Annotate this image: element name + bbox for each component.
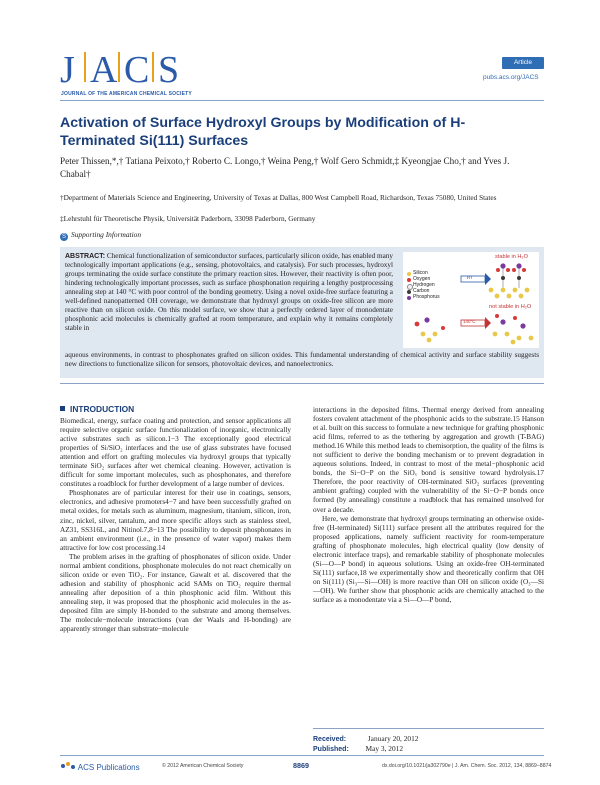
- logo-letter-j: J: [60, 49, 75, 91]
- header-rule: [60, 100, 544, 101]
- arrow-rt-label: RT: [467, 275, 473, 280]
- doi-citation[interactable]: dx.doi.org/10.1021/ja302790e | J. Am. Chem. Soc. 2012, 134, 8869−8874: [382, 763, 552, 769]
- intro-right-column: [313, 406, 544, 605]
- supporting-info-icon: S: [61, 234, 66, 240]
- section-bullet-icon: [60, 406, 65, 411]
- toc-graphic: [403, 252, 539, 348]
- legend-carbon: Carbon: [413, 288, 430, 294]
- published-date: May 3, 2012: [365, 744, 404, 753]
- arrow-140-label: 140°C: [463, 319, 476, 324]
- intro-left-column: [60, 417, 291, 634]
- legend-phosphorus: Phosphorus: [413, 294, 440, 300]
- affiliation-2: ‡Lehrstuhl für Theoretische Physik, Universität Paderborn, 33098 Paderborn, Germany: [60, 214, 316, 223]
- dates-rule: [313, 728, 544, 729]
- paragraph: Here, we demonstrate that hydroxyl groups terminating an otherwise oxide-free (H-terminated) Si(111) surface present all the attributes required for the proposed applications, namely sufficient reactivity for room-temperature grafting of phosphonate molecules, high electrical quality (low density of electronic interface traps), and remarkable stability of phosphonate molecules (Si—O—P bond) in aqueous solutions. Using an oxide-free OH-terminated Si(111) surface,18 we experimentally show and theoretically confirm that OH on Si(111) (Si₃—Si—OH) is more reactive than OH on silicon oxide (O₃—Si—OH). We further show that phosphonic acids are chemically attached to the surface as a monodentate via a Si—O—P bond,: [313, 514, 544, 604]
- abstract-tail: aqueous environments, in contrast to phosphonates grafted on silicon oxides. This fundamental understanding of chemical activity and surface stability suggests new directions to functionalize silicon for sensors, photovoltaic devices, and nanoelectronics.: [65, 351, 539, 369]
- logo-letter-a: A: [90, 49, 118, 91]
- abstract-text: [65, 252, 393, 333]
- reaction-arrow-rt: [461, 273, 491, 285]
- paragraph: Phosphonates are of particular interest for their use in coatings, sensors, electronics, and adhesive promoters4−7 and have been successfully grafted on metal oxides, for metals such as aluminum, magnesium, titanium, silicon, iron, zinc, nickel, silver, tantalum, and more specific alloys such as stainless steel, AZ31, SS316L, and Nitinol.7,8−13 The possibility to deposit phosphonates in an ambient environment (i.e., in the presence of water vapor) makes them attractive for low cost processing.14: [60, 489, 291, 552]
- article-badge: Article: [502, 57, 544, 69]
- logo-separator: [84, 52, 86, 82]
- paragraph: interactions in the deposited films. Thermal energy derived from annealing fosters covalent attachment of the phosphonic acids to the substrate.15 Hanson et al. built on this success to formulate a new technique for grafting phosphonic acid films, referred to as the tethering by aggregation and growth (T-BAG) method.16 While this method leads to chemisorption, the quality of the films is not sufficient to derive the bonding mechanism or to prevent degradation in aqueous solutions. Indeed, in contrast to most of the metal−phosphonic acid bonds, the Si−O−P on the SiOₓ bond is sensitive toward hydrolysis.17 Therefore, the poor reactivity of OH-terminated SiO₂ surfaces (preventing ambient grafting) coupled with the vulnerability of the Si−O−P bonds once formed (by annealing) constitute a roadblock that has remained unsolved for over a decade.: [313, 406, 544, 514]
- author-list: Peter Thissen,*,† Tatiana Peixoto,† Roberto C. Longo,† Weina Peng,† Wolf Gero Schmidt,‡ Kyeongjae Cho,† and Yves J. Chabal†: [60, 156, 510, 179]
- article-title: Activation of Surface Hydroxyl Groups by Modification of H-Terminated Si(111) Surfaces: [60, 115, 466, 149]
- affiliation-1: †Department of Materials Science and Engineering, University of Texas at Dallas, 800 West Campbell Road, Richardson, Texas 75080, United States: [60, 193, 497, 202]
- journal-name: JOURNAL OF THE AMERICAN CHEMICAL SOCIETY: [61, 91, 192, 97]
- abstract-rule: [60, 383, 544, 384]
- abstract-body: Chemical functionalization of semiconductor surfaces, particularly silicon oxide, has enabled many technologically important applications (e.g., sensing, photovoltaics, and catalysis). For such processes, hydroxyl groups terminating the oxide surface constitute the primary reaction sites. However, their reactivity is often poor, hindering technologically important processes, such as surface phosphonation requiring a lengthy postprocessing annealing step at 140 °C with poor control of the bonding geometry. Using a novel oxide-free surface featuring a well-defined nanopatterned OH coverage, we demonstrate that hydroxyl groups on oxide-free silicon are more reactive than on silicon oxide. On this model surface, we show that a perfectly ordered layer of monodentate phosphonic acid molecules is chemically grafted at room temperature, and explain why it remains completely stable in: [65, 252, 393, 333]
- legend-hydrogen: Hydrogen: [413, 282, 435, 288]
- toc-molecule-drawing: [403, 252, 539, 348]
- stable-label: stable in H₂O: [495, 254, 528, 260]
- abstract-label: ABSTRACT:: [65, 253, 106, 260]
- published-label: Published:: [313, 746, 349, 753]
- logo-separator: [152, 52, 154, 82]
- supporting-info-label: Supporting Information: [71, 230, 142, 239]
- journal-url[interactable]: pubs.acs.org/JACS: [483, 74, 539, 81]
- logo-letter-c: C: [124, 49, 150, 91]
- stable-structure: [489, 263, 530, 298]
- acs-logo-icon: [60, 761, 76, 771]
- logo-letter-s: S: [158, 49, 180, 91]
- footer-rule: [60, 755, 544, 756]
- paragraph: The problem arises in the grafting of phosphonates of silicon oxide. Under normal ambient conditions, phosphonate molecules do not react chemically on silicon oxide or even TiO₂. For instance, Gawalt et al. discovered that the adhesion and stability of phosphonic acid SAMs on TiO₂ require thermal annealing after deposition of a thin phosphonic acid film. Without this annealing step, it was proposed that the phosphonic acid molecules in the as-deposited film are simply H-bonded to the substrate and among themselves. The molecule−molecule interactions (van der Waals and H-bonding) are apparently stronger than substrate−molecule: [60, 552, 291, 634]
- not-stable-label: not stable in H₂O: [489, 304, 532, 310]
- acs-publications-logo: [60, 761, 140, 772]
- copyright: © 2012 American Chemical Society: [162, 763, 244, 769]
- legend-oxygen: Oxygen: [413, 276, 431, 282]
- received-label: Received:: [313, 736, 347, 743]
- article-dates: [313, 734, 419, 754]
- received-date: January 20, 2012: [367, 734, 419, 743]
- publisher-name: ACS Publications: [77, 763, 140, 772]
- logo-separator: [118, 52, 120, 82]
- legend-silicon: Silicon: [413, 270, 428, 276]
- supporting-information-link[interactable]: [60, 230, 141, 241]
- page-number: 8869: [293, 761, 309, 770]
- section-heading-introduction: [60, 404, 134, 414]
- section-heading-text: INTRODUCTION: [70, 404, 135, 414]
- paragraph: Biomedical, energy, surface coating and protection, and sensor applications all require selective organic surface functionalization of inorganic, electronically active substrates such as silicon.1−3 The exceptionally good electrical properties of Si/SiO₂ interfaces and the use of glass substrates have focused attention and effort on grafting molecules via hydroxyl groups that typically terminate SiO₂ surfaces after wet chemical cleaning. However, activation is difficult for some important molecules, such as phosphonates, and therefore constitutes a roadblock for further development of a large number of devices.: [60, 417, 291, 489]
